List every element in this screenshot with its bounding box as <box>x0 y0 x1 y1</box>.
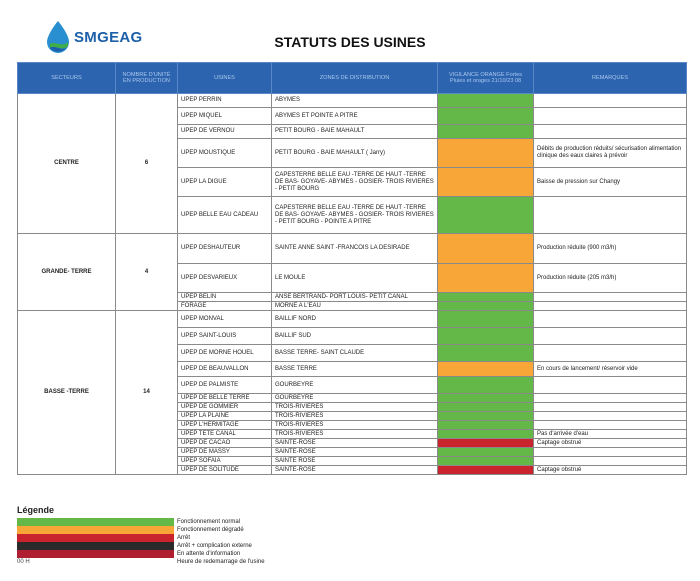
status-cell <box>438 328 534 345</box>
usine-cell: UPEP DE MORNE HOUEL <box>178 345 272 362</box>
remark-cell: Captage obstrué <box>534 439 687 448</box>
remark-cell: Baisse de pression sur Changy <box>534 168 687 197</box>
region-unit-count: 6 <box>116 94 178 234</box>
remark-cell: Débits de production réduits/ sécurisation alimentation clinique des eaux claires à prévoir <box>534 139 687 168</box>
status-cell <box>438 394 534 403</box>
remark-cell <box>534 457 687 466</box>
legend-swatch <box>17 518 174 526</box>
status-cell <box>438 197 534 234</box>
col-remarques: REMARQUES <box>534 63 687 94</box>
legend-swatch <box>17 526 174 534</box>
usine-cell: UPEP DE BEAUVALLON <box>178 362 272 377</box>
status-cell <box>438 264 534 293</box>
col-nombre: NOMBRE D'UNITÉ EN PRODUCTION <box>116 63 178 94</box>
zone-cell: TROIS-RIVIERES <box>272 412 438 421</box>
remark-cell <box>534 293 687 302</box>
status-cell <box>438 168 534 197</box>
region-unit-count: 14 <box>116 311 178 475</box>
zone-cell: TROIS-RIVIERES <box>272 430 438 439</box>
usine-cell: UPEP MOUSTIQUE <box>178 139 272 168</box>
zone-cell: BAILLIF SUD <box>272 328 438 345</box>
region-name: BASSE -TERRE <box>18 311 116 475</box>
legend-label: Arrêt <box>177 535 191 541</box>
usine-cell: UPEP MONVAL <box>178 311 272 328</box>
legend-label: Arrêt + complication externe <box>177 543 252 549</box>
zone-cell: SAINTE ROSE <box>272 457 438 466</box>
legend-title: Légende <box>17 505 55 515</box>
remark-cell <box>534 302 687 311</box>
usine-cell: UPEP BELLE EAU CADEAU <box>178 197 272 234</box>
status-cell <box>438 293 534 302</box>
legend-restart-label: Heure de redemarrage de l'usine <box>177 559 265 565</box>
table-row <box>18 94 687 108</box>
usine-cell: UPEP DE CACAO <box>178 439 272 448</box>
remark-cell <box>534 448 687 457</box>
brand-name: SMGEAG <box>74 29 143 46</box>
status-cell <box>438 403 534 412</box>
col-vigilance: VIGILANCE ORANGE Fortes Pluies et orages 21/10/23 08 <box>438 63 534 94</box>
zone-cell: SAINTE-ROSE <box>272 439 438 448</box>
zone-cell: BASSE TERRE <box>272 362 438 377</box>
legend-restart-code: 00 H <box>17 559 30 565</box>
legend-item <box>17 526 357 534</box>
legend-swatch <box>17 534 174 542</box>
zone-cell: GOURBEYRE <box>272 377 438 394</box>
usine-cell: UPEP DE GOMMIER <box>178 403 272 412</box>
usine-cell: UPEP MIQUEL <box>178 108 272 125</box>
status-cell <box>438 94 534 108</box>
usine-cell: UPEP BELIN <box>178 293 272 302</box>
status-cell <box>438 362 534 377</box>
remark-cell <box>534 108 687 125</box>
legend-restart-row <box>17 558 357 566</box>
usine-cell: UPEP PERRIN <box>178 94 272 108</box>
status-cell <box>438 466 534 475</box>
remark-cell: Production réduite (205 m3/h) <box>534 264 687 293</box>
legend-swatch <box>17 542 174 550</box>
zone-cell: SAINTE-ROSE <box>272 448 438 457</box>
usine-cell: FORAGE <box>178 302 272 311</box>
remark-cell <box>534 345 687 362</box>
zone-cell: ABYMES <box>272 94 438 108</box>
remark-cell <box>534 421 687 430</box>
legend-item <box>17 534 357 542</box>
remark-cell <box>534 377 687 394</box>
status-cell <box>438 234 534 264</box>
remark-cell <box>534 394 687 403</box>
legend-label: Fonctionnement dégradé <box>177 527 244 533</box>
table-row <box>18 234 687 264</box>
legend-swatch <box>17 550 174 558</box>
legend-item <box>17 550 357 558</box>
zone-cell: CAPESTERRE BELLE EAU -TERRE DE HAUT -TERRE DE BAS- GOYAVE- ABYMES - GOSIER- TROIS RIVIERES - PETIT BOURG - POINTE A PITRE <box>272 197 438 234</box>
usine-cell: UPEP DESVARIEUX <box>178 264 272 293</box>
table-header-row <box>18 63 687 94</box>
remark-cell: Production réduite (900 m3/h) <box>534 234 687 264</box>
usine-cell: UPEP DE MASSY <box>178 448 272 457</box>
remark-cell: En cours de lancement/ réservoir vide <box>534 362 687 377</box>
status-cell <box>438 108 534 125</box>
usine-cell: UPEP SOFAIA <box>178 457 272 466</box>
zone-cell: ANSE BERTRAND- PORT LOUIS- PETIT CANAL <box>272 293 438 302</box>
remark-cell <box>534 403 687 412</box>
region-name: GRANDE- TERRE <box>18 234 116 311</box>
status-cell <box>438 125 534 139</box>
status-cell <box>438 311 534 328</box>
col-secteurs: SECTEURS <box>18 63 116 94</box>
status-cell <box>438 430 534 439</box>
legend <box>17 505 357 566</box>
status-cell <box>438 345 534 362</box>
zone-cell: TROIS-RIVIERES <box>272 403 438 412</box>
remark-cell: Captage obstrué <box>534 466 687 475</box>
region-unit-count: 4 <box>116 234 178 311</box>
usine-cell: UPEP SAINT-LOUIS <box>178 328 272 345</box>
legend-label: Fonctionnement normal <box>177 519 241 525</box>
zone-cell: SAINTE-ROSE <box>272 466 438 475</box>
status-cell <box>438 412 534 421</box>
status-cell <box>438 421 534 430</box>
col-usines: USINES <box>178 63 272 94</box>
legend-item <box>17 542 357 550</box>
usine-cell: UPEP L'HERMITAGE <box>178 421 272 430</box>
zone-cell: LE MOULE <box>272 264 438 293</box>
table-row <box>18 311 687 328</box>
remark-cell <box>534 197 687 234</box>
usine-cell: UPEP DE PALMISTE <box>178 377 272 394</box>
zone-cell: SAINTE ANNE SAINT -FRANCOIS LA DESIRADE <box>272 234 438 264</box>
usine-cell: UPEP DE BELLE TERRE <box>178 394 272 403</box>
region-name: CENTRE <box>18 94 116 234</box>
zone-cell: MORNE A L'EAU <box>272 302 438 311</box>
usine-cell: UPEP DE SOLITUDE <box>178 466 272 475</box>
factory-status-table <box>17 62 687 475</box>
remark-cell <box>534 94 687 108</box>
zone-cell: BASSE TERRE- SAINT CLAUDE <box>272 345 438 362</box>
remark-cell <box>534 311 687 328</box>
usine-cell: UPEP DESHAUTEUR <box>178 234 272 264</box>
usine-cell: UPEP LA PLAINE <box>178 412 272 421</box>
zone-cell: BAILLIF NORD <box>272 311 438 328</box>
zone-cell: PETIT BOURG - BAIE MAHAULT ( Jarry) <box>272 139 438 168</box>
zone-cell: TROIS-RIVIERES <box>272 421 438 430</box>
status-cell <box>438 139 534 168</box>
zone-cell: PETIT BOURG - BAIE MAHAULT <box>272 125 438 139</box>
zone-cell: ABYMES ET POINTE A PITRE <box>272 108 438 125</box>
remark-cell <box>534 328 687 345</box>
remark-cell <box>534 412 687 421</box>
remark-cell <box>534 125 687 139</box>
status-cell <box>438 377 534 394</box>
usine-cell: UPEP LA DIGUE <box>178 168 272 197</box>
remark-cell: Pas d'arrivée d'eau <box>534 430 687 439</box>
zone-cell: GOURBEYRE <box>272 394 438 403</box>
page-title: STATUTS DES USINES <box>274 34 426 50</box>
legend-item <box>17 518 357 526</box>
col-zones: ZONES DE DISTRIBUTION <box>272 63 438 94</box>
status-cell <box>438 439 534 448</box>
usine-cell: UPEP TETE CANAL <box>178 430 272 439</box>
status-cell <box>438 457 534 466</box>
zone-cell: CAPESTERRE BELLE EAU -TERRE DE HAUT -TERRE DE BAS- GOYAVE- ABYMES - GOSIER- TROIS RIVIERES - PETIT BOURG <box>272 168 438 197</box>
legend-label: En attente d'information <box>177 551 241 557</box>
status-cell <box>438 448 534 457</box>
usine-cell: UPEP DE VERNOU <box>178 125 272 139</box>
status-cell <box>438 302 534 311</box>
